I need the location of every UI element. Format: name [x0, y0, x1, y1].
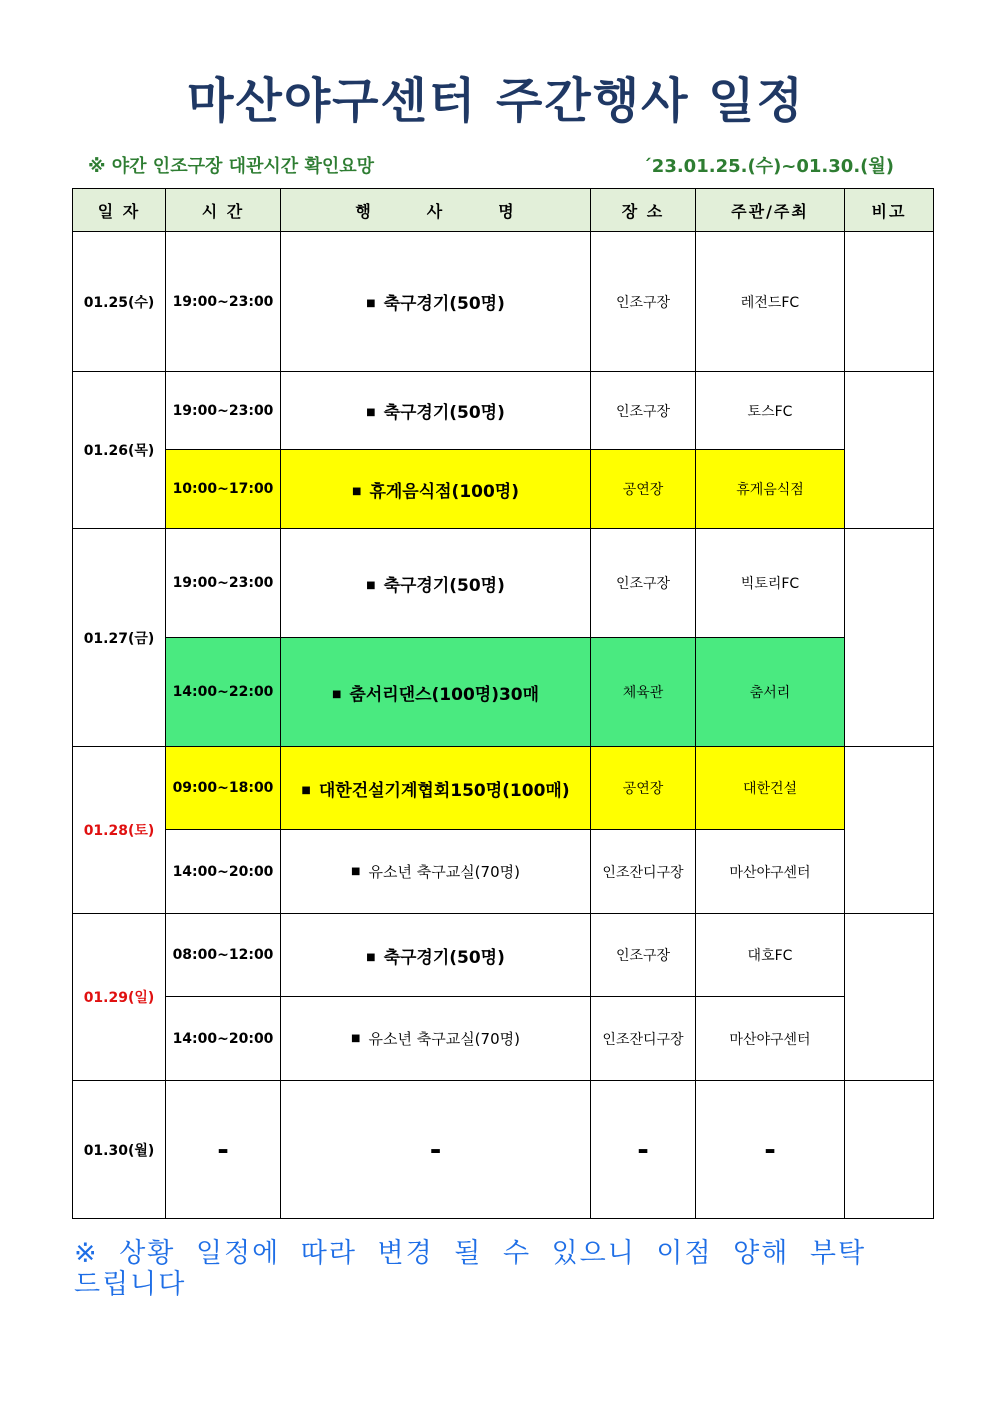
place-cell: 인조구장 [591, 372, 696, 450]
remark-cell [845, 914, 934, 1081]
table-row [73, 747, 934, 830]
place-cell: - [591, 1081, 696, 1219]
table-header-row [73, 189, 934, 232]
header-place: 장 소 [591, 189, 696, 232]
place-cell: 공연장 [591, 450, 696, 529]
footer-notice: ※ 상황 일정에 따라 변경 될 수 있으니 이점 양해 부탁드립니다 [74, 1238, 867, 1300]
remark-cell [845, 529, 934, 747]
header-date: 일 자 [73, 189, 166, 232]
event-cell [281, 747, 591, 830]
host-cell: 마산야구센터 [696, 997, 845, 1081]
table-row [73, 914, 934, 997]
table-row [73, 529, 934, 638]
host-cell: 대호FC [696, 914, 845, 997]
host-cell: 마산야구센터 [696, 830, 845, 914]
event-name: 유소년 축구교실(70명) [368, 1030, 520, 1048]
time-cell: 14:00~20:00 [166, 830, 281, 914]
bullet-icon: ■ [366, 951, 376, 963]
bullet-icon: ■ [366, 298, 376, 309]
place-cell: 인조잔디구장 [591, 830, 696, 914]
bullet-icon: ■ [366, 407, 376, 418]
table-row [73, 638, 934, 747]
host-cell: 춤서리 [696, 638, 845, 747]
header-event: 행 사 명 [281, 189, 591, 232]
time-cell: 10:00~17:00 [166, 450, 281, 529]
time-cell: 19:00~23:00 [166, 529, 281, 638]
bullet-icon: ■ [366, 579, 376, 591]
event-name: 축구경기(50명) [383, 294, 505, 314]
date-cell: 01.29(일) [73, 914, 166, 1081]
event-cell [281, 914, 591, 997]
table-row [73, 830, 934, 914]
time-cell: 14:00~22:00 [166, 638, 281, 747]
date-cell: 01.25(수) [73, 232, 166, 372]
event-cell [281, 232, 591, 372]
event-cell [281, 638, 591, 747]
place-cell: 공연장 [591, 747, 696, 830]
time-cell: 08:00~12:00 [166, 914, 281, 997]
date-cell: 01.27(금) [73, 529, 166, 747]
time-cell: - [166, 1081, 281, 1219]
event-cell [281, 529, 591, 638]
bullet-icon: ■ [351, 866, 361, 877]
remark-cell [845, 232, 934, 372]
header-time: 시 간 [166, 189, 281, 232]
table-row [73, 997, 934, 1081]
bullet-icon: ■ [351, 1033, 361, 1044]
bullet-icon: ■ [351, 485, 362, 497]
table-row [73, 372, 934, 450]
table-row [73, 232, 934, 372]
host-cell: 대한건설 [696, 747, 845, 830]
host-cell: 휴게음식점 [696, 450, 845, 529]
place-cell: 인조구장 [591, 914, 696, 997]
event-name: 대한건설기계협회150명(100매) [318, 780, 570, 801]
event-name: 휴게음식점(100명) [369, 481, 519, 502]
header-host: 주관/주최 [696, 189, 845, 232]
schedule-table [72, 188, 934, 1219]
page-title: 마산야구센터 주간행사 일정 [187, 73, 805, 129]
host-cell: 빅토리FC [696, 529, 845, 638]
event-cell [281, 997, 591, 1081]
remark-cell [845, 1081, 934, 1219]
header-remark: 비고 [845, 189, 934, 232]
event-name: 유소년 축구교실(70명) [368, 863, 520, 881]
event-name: 춤서리댄스(100명)30매 [349, 684, 540, 705]
event-name: 축구경기(50명) [383, 575, 505, 596]
date-cell: 01.26(목) [73, 372, 166, 529]
time-cell: 19:00~23:00 [166, 372, 281, 450]
event-cell: - [281, 1081, 591, 1219]
date-range: ´23.01.25.(수)~01.30.(월) [642, 156, 894, 177]
time-cell: 09:00~18:00 [166, 747, 281, 830]
place-cell: 인조잔디구장 [591, 997, 696, 1081]
table-row [73, 1081, 934, 1219]
remark-cell [845, 747, 934, 914]
host-cell: 레전드FC [696, 232, 845, 372]
place-cell: 체육관 [591, 638, 696, 747]
place-cell: 인조구장 [591, 232, 696, 372]
event-name: 축구경기(50명) [383, 947, 505, 968]
event-name: 축구경기(50명) [383, 403, 505, 423]
date-cell: 01.28(토) [73, 747, 166, 914]
event-cell [281, 830, 591, 914]
place-cell: 인조구장 [591, 529, 696, 638]
event-cell [281, 372, 591, 450]
time-cell: 14:00~20:00 [166, 997, 281, 1081]
host-cell: 토스FC [696, 372, 845, 450]
host-cell: - [696, 1081, 845, 1219]
bullet-icon: ■ [301, 784, 311, 796]
date-cell: 01.30(월) [73, 1081, 166, 1219]
bullet-icon: ■ [331, 688, 342, 700]
notice-line: ※ 야간 인조구장 대관시간 확인요망 [88, 156, 374, 177]
table-row [73, 450, 934, 529]
remark-cell [845, 372, 934, 529]
event-cell [281, 450, 591, 529]
time-cell: 19:00~23:00 [166, 232, 281, 372]
